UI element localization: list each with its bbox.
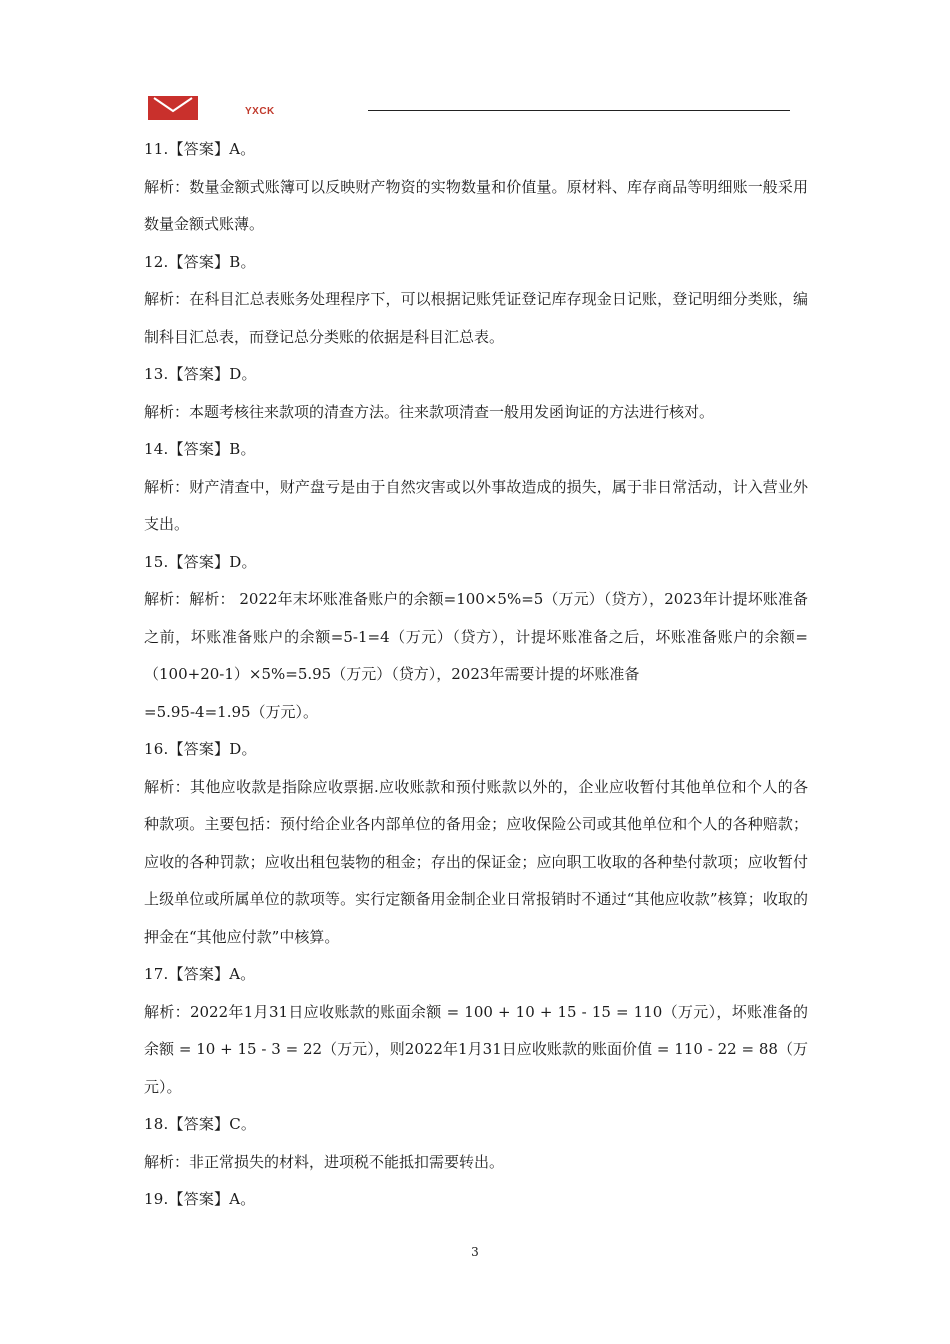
logo-icon: [148, 96, 198, 120]
analysis-paragraph: 解析：本题考核往来款项的清查方法。往来款项清查一般用发函询证的方法进行核对。: [144, 402, 715, 421]
analysis-paragraph: 解析：非正常损失的材料，进项税不能抵扣需要转出。: [144, 1152, 505, 1171]
answer-line: 14.【答案】B。: [144, 440, 256, 458]
analysis-paragraph: =5.95-4=1.95（万元）。: [144, 702, 319, 721]
answer-line: 12.【答案】B。: [144, 252, 256, 271]
answer-line: 18.【答案】C。: [144, 1115, 257, 1133]
page-number: 3: [471, 1245, 479, 1259]
brand-text: YXCK: [245, 106, 275, 117]
answer-line: 13.【答案】D。: [144, 365, 257, 383]
answer-line: 16.【答案】D。: [144, 740, 257, 758]
answer-list: [144, 131, 808, 1219]
analysis-paragraph: 解析：数量金额式账簿可以反映财产物资的实物数量和价值量。原材料、库存商品等明细账一般采用数量金额式账薄。: [144, 177, 808, 233]
page-header: [148, 96, 790, 122]
answer-line: 11.【答案】A。: [144, 140, 256, 158]
answer-line: 17.【答案】A。: [144, 965, 256, 983]
answer-line: 19.【答案】A。: [144, 1190, 256, 1208]
answer-line: 15.【答案】D。: [144, 552, 257, 571]
analysis-paragraph: 解析：其他应收款是指除应收票据.应收账款和预付账款以外的，企业应收暂付其他单位和个人的各种款项。主要包括：预付给企业各内部单位的备用金；应收保险公司或其他单位和个人的各种赔款；应收的各种罚款；应收出租包装物的租金；存出的保证金；应向职工收取的各种垫付款项；应收暂付上级单位或所属单位的款项等。实行定额备用金制企业日常报销时不通过“其他应收款”核算；收取的押金在“其他应付款”中核算。: [144, 777, 808, 946]
analysis-paragraph: 解析：2022年1月31日应收账款的账面余额 = 100 + 10 + 15 - 15 = 110（万元），坏账准备的余额 = 10 + 15 - 3 = 22（万元），则2022年1月31日应收账款的账面价值 = 110 - 22 = 88（万元）。: [144, 1002, 808, 1096]
header-rule: [368, 110, 790, 111]
analysis-paragraph: 解析：财产清查中，财产盘亏是由于自然灾害或以外事故造成的损失，属于非日常活动，计入营业外支出。: [144, 477, 808, 533]
analysis-paragraph: 解析：解析： 2022年末坏账准备账户的余额=100×5%=5（万元）（贷方），2023年计提坏账准备之前，坏账准备账户的余额=5-1=4（万元）（贷方），计提坏账准备之后，坏账准备账户的余额=（100+20-1）×5%=5.95（万元）（贷方），2023年需要计提的坏账准备: [144, 590, 808, 683]
analysis-paragraph: 解析：在科目汇总表账务处理程序下，可以根据记账凭证登记库存现金日记账，登记明细分类账，编制科目汇总表，而登记总分类账的依据是科目汇总表。: [144, 290, 808, 346]
